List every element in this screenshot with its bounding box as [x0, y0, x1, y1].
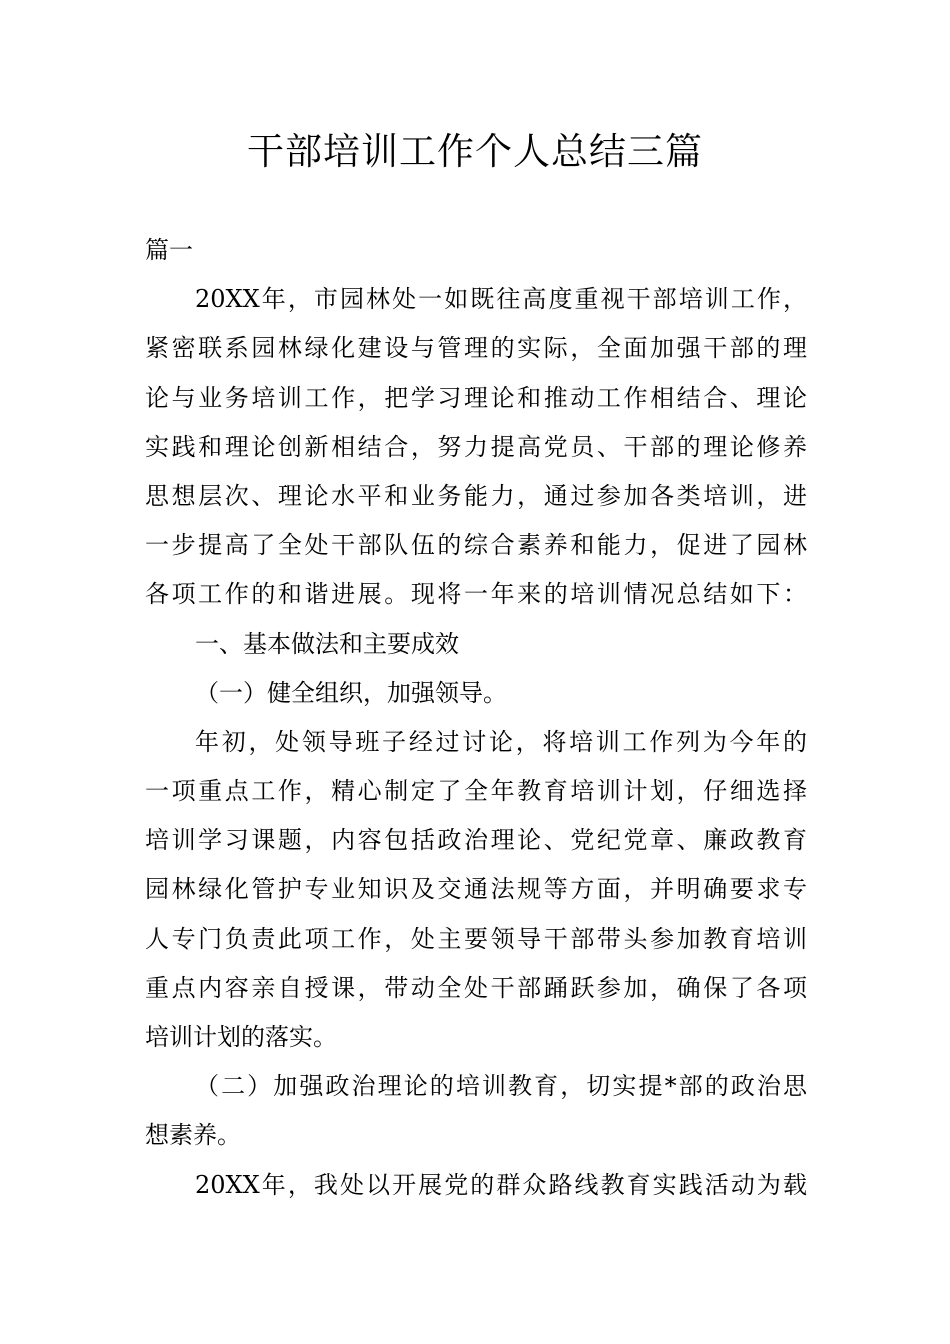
text-line: 思想层次、理论水平和业务能力，通过参加各类培训，进	[145, 481, 807, 510]
text-line: 培训计划的落实。	[145, 1023, 337, 1051]
text-line: 想素养。	[145, 1121, 241, 1150]
text-line: 实践和理论创新相结合，努力提高党员、干部的理论修养	[145, 432, 807, 461]
text-line: 论与业务培训工作，把学习理论和推动工作相结合、理论	[145, 383, 807, 412]
document-body	[145, 226, 807, 1210]
text-line: 20XX年，我处以开展党的群众路线教育实践活动为载	[195, 1170, 807, 1199]
text-line: 一步提高了全处干部队伍的综合素养和能力，促进了园林	[145, 531, 807, 560]
text-line: （二）加强政治理论的培训教育，切实提*部的政治思	[195, 1072, 807, 1101]
text-line: （一）健全组织，加强领导。	[195, 678, 507, 707]
text-line: 人专门负责此项工作，处主要领导干部带头参加教育培训	[145, 924, 807, 953]
text-line: 一、基本做法和主要成效	[195, 629, 459, 658]
text-line: 一项重点工作，精心制定了全年教育培训计划，仔细选择	[145, 777, 807, 806]
text-line: 篇一	[145, 236, 193, 264]
text-line: 园林绿化管护专业知识及交通法规等方面，并明确要求专	[145, 875, 807, 904]
text-line: 20XX年，市园林处一如既往高度重视干部培训工作，	[195, 285, 807, 314]
text-line: 培训学习课题，内容包括政治理论、党纪党章、廉政教育	[145, 826, 807, 855]
text-line: 紧密联系园林绿化建设与管理的实际，全面加强干部的理	[145, 334, 807, 363]
text-line: 重点内容亲自授课，带动全处干部踊跃参加，确保了各项	[145, 973, 807, 1002]
text-line: 各项工作的和谐进展。现将一年来的培训情况总结如下：	[145, 580, 807, 609]
text-line: 年初，处领导班子经过讨论，将培训工作列为今年的	[195, 727, 807, 756]
document-title: 干部培训工作个人总结三篇	[247, 130, 703, 173]
